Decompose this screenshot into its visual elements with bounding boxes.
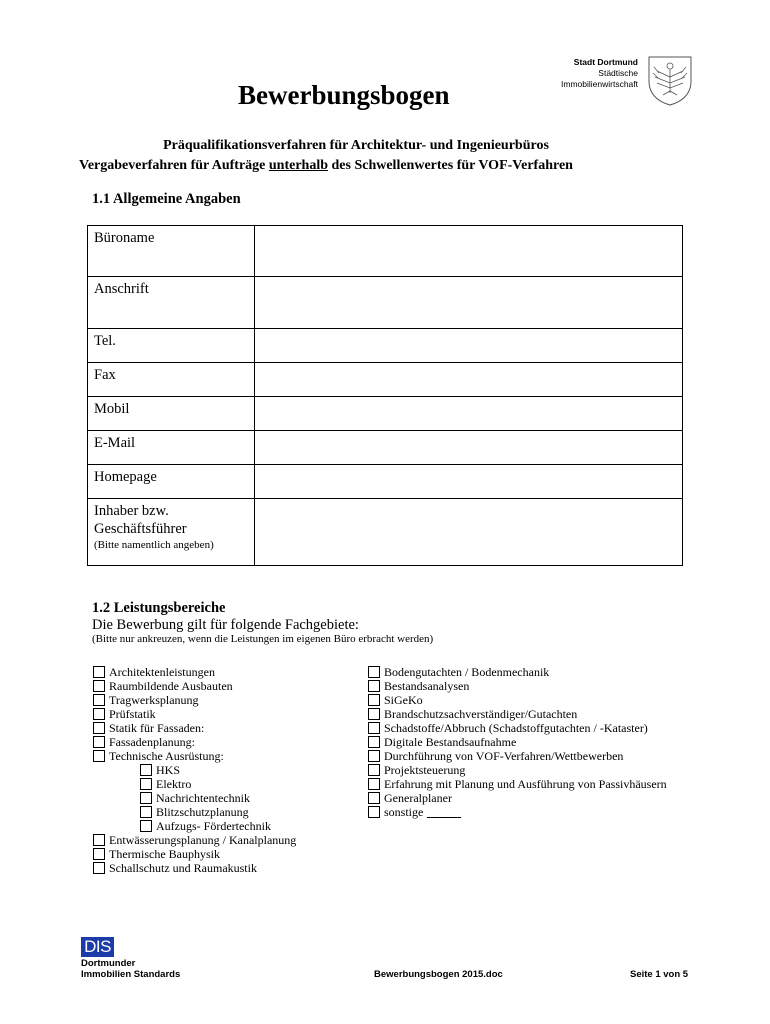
eagle-crest-icon [643, 53, 697, 107]
list-item: Architektenleistungen [93, 665, 296, 679]
checkbox[interactable] [93, 862, 105, 874]
list-item: Tragwerksplanung [93, 693, 296, 707]
checkbox[interactable] [368, 694, 380, 706]
list-item: Generalplaner [368, 791, 667, 805]
field-fax[interactable] [255, 363, 683, 397]
checkbox[interactable] [140, 778, 152, 790]
list-item: Blitzschutzplanung [93, 805, 296, 819]
checkbox[interactable] [368, 792, 380, 804]
list-item: Durchführung von VOF-Verfahren/Wettbewerben [368, 749, 667, 763]
service-list-left [93, 665, 296, 875]
checkbox[interactable] [93, 680, 105, 692]
field-mobil[interactable] [255, 397, 683, 431]
table-row [88, 363, 683, 397]
footer-org-line-2: Immobilien Standards [81, 969, 181, 980]
list-item: Prüfstatik [93, 707, 296, 721]
table-row [88, 465, 683, 499]
subtitle-2-pre: Vergabeverfahren für Aufträge [79, 158, 269, 173]
checkbox[interactable] [140, 820, 152, 832]
list-item: sonstige [368, 805, 667, 819]
row-label-tel: Tel. [88, 329, 255, 363]
footer-filename: Bewerbungsbogen 2015.doc [374, 969, 503, 980]
field-tel[interactable] [255, 329, 683, 363]
checkbox[interactable] [368, 708, 380, 720]
checkbox[interactable] [93, 708, 105, 720]
checkbox[interactable] [140, 806, 152, 818]
field-homepage[interactable] [255, 465, 683, 499]
footer-org-line-1: Dortmunder [81, 958, 136, 969]
section-1-heading: 1.1 Allgemeine Angaben [92, 191, 241, 207]
general-info-table [87, 225, 683, 566]
checkbox[interactable] [93, 834, 105, 846]
subtitle-2-underlined: unterhalb [268, 158, 328, 173]
list-item: Erfahrung mit Planung und Ausführung von Passivhäusern [368, 777, 667, 791]
list-item: Schadstoffe/Abbruch (Schadstoffgutachten / -Kataster) [368, 721, 667, 735]
row-label-fax: Fax [88, 363, 255, 397]
section-2-intro: Die Bewerbung gilt für folgende Fachgebiete: [92, 617, 359, 633]
list-item: HKS [93, 763, 296, 777]
field-email[interactable] [255, 431, 683, 465]
section-2-note: (Bitte nur ankreuzen, wenn die Leistungen im eigenen Büro erbracht werden) [92, 633, 434, 645]
checkbox[interactable] [368, 722, 380, 734]
list-item: Nachrichtentechnik [93, 791, 296, 805]
checkbox[interactable] [368, 778, 380, 790]
table-row [88, 226, 683, 277]
logo-line-1: Stadt Dortmund [573, 57, 638, 67]
subtitle-2-post: des Schwellenwertes für VOF-Verfahren [328, 158, 573, 173]
list-item: Entwässerungsplanung / Kanalplanung [93, 833, 296, 847]
checkbox[interactable] [368, 806, 380, 818]
list-item: Bestandsanalysen [368, 679, 667, 693]
checkbox[interactable] [93, 736, 105, 748]
checkbox[interactable] [368, 666, 380, 678]
list-item: Thermische Bauphysik [93, 847, 296, 861]
list-item: Aufzugs- Fördertechnik [93, 819, 296, 833]
table-row [88, 329, 683, 363]
section-2-heading: 1.2 Leistungsbereiche [92, 600, 226, 616]
list-item: SiGeKo [368, 693, 667, 707]
checkbox[interactable] [93, 750, 105, 762]
field-inhaber[interactable] [255, 499, 683, 566]
list-item: Raumbildende Ausbauten [93, 679, 296, 693]
subtitle-line-1: Präqualifikationsverfahren für Architektur- und Ingenieurbüros [163, 138, 549, 153]
row-label-inhaber: Inhaber bzw. Geschäftsführer (Bitte namentlich angeben) [88, 499, 255, 566]
row-label-bueroname: Büroname [88, 226, 255, 277]
logo-text [520, 57, 638, 90]
row-label-anschrift: Anschrift [88, 277, 255, 329]
table-row [88, 499, 683, 566]
field-anschrift[interactable] [255, 277, 683, 329]
subtitle-line-2 [79, 158, 573, 174]
footer-page-number: Seite 1 von 5 [630, 969, 689, 980]
logo-line-3: Immobilienwirtschaft [561, 79, 638, 89]
checkbox[interactable] [368, 764, 380, 776]
row-label-email: E-Mail [88, 431, 255, 465]
checkbox[interactable] [93, 848, 105, 860]
list-item: Brandschutzsachverständiger/Gutachten [368, 707, 667, 721]
other-blank-line[interactable] [427, 807, 461, 818]
list-item: Elektro [93, 777, 296, 791]
row-label-homepage: Homepage [88, 465, 255, 499]
list-item: Fassadenplanung: [93, 735, 296, 749]
logo-line-2: Städtische [598, 68, 638, 78]
checkbox[interactable] [93, 694, 105, 706]
list-item: Schallschutz und Raumakustik [93, 861, 296, 875]
checkbox[interactable] [93, 666, 105, 678]
dis-logo: DIS [81, 937, 114, 957]
document-title: Bewerbungsbogen [238, 80, 450, 110]
service-list-right [368, 665, 667, 819]
table-row [88, 277, 683, 329]
table-row [88, 431, 683, 465]
checkbox[interactable] [93, 722, 105, 734]
list-item: Bodengutachten / Bodenmechanik [368, 665, 667, 679]
checkbox[interactable] [368, 750, 380, 762]
checkbox[interactable] [368, 680, 380, 692]
checkbox[interactable] [140, 792, 152, 804]
row-note: (Bitte namentlich angeben) [94, 539, 214, 551]
table-row [88, 397, 683, 431]
list-item: Technische Ausrüstung: [93, 749, 296, 763]
row-label-mobil: Mobil [88, 397, 255, 431]
list-item: Digitale Bestandsaufnahme [368, 735, 667, 749]
list-item: Projektsteuerung [368, 763, 667, 777]
checkbox[interactable] [140, 764, 152, 776]
list-item: Statik für Fassaden: [93, 721, 296, 735]
field-bueroname[interactable] [255, 226, 683, 277]
checkbox[interactable] [368, 736, 380, 748]
